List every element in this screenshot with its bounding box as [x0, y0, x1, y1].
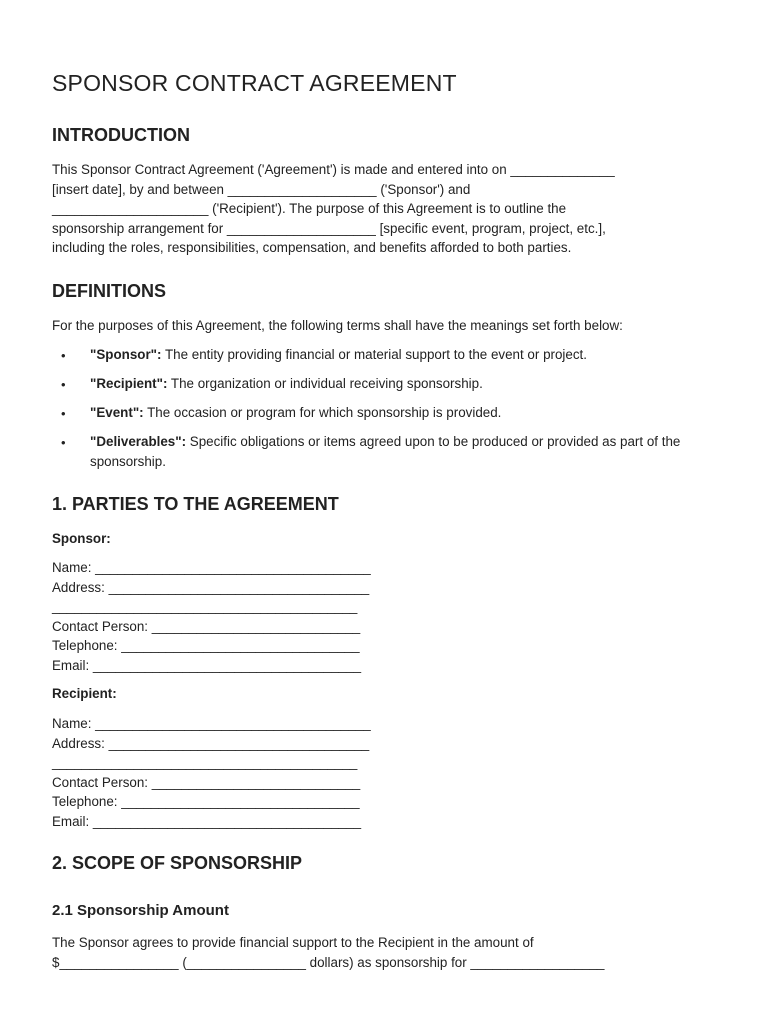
introduction-line: This Sponsor Contract Agreement ('Agreement') is made and entered into on ______________	[52, 162, 615, 177]
definition-term: "Deliverables":	[90, 434, 187, 449]
definitions-list	[52, 345, 722, 481]
sponsorship-amount-paragraph	[52, 933, 722, 972]
definition-item	[52, 432, 722, 471]
introduction-line: _____________________ ('Recipient'). The purpose of this Agreement is to outline the	[52, 201, 567, 216]
bullet-icon: •	[61, 435, 66, 450]
scope-heading: 2. SCOPE OF SPONSORSHIP	[52, 853, 303, 873]
recipient-email-field: Email: ____________________________________	[52, 813, 362, 829]
scope-line: The Sponsor agrees to provide financial support to the Recipient in the amount of	[52, 935, 534, 950]
introduction-line: including the roles, responsibilities, compensation, and benefits afforded to both parties.	[52, 240, 572, 255]
recipient-address-field: Address: ___________________________________	[52, 735, 370, 751]
sponsor-email-field: Email: ____________________________________	[52, 657, 362, 673]
sponsorship-amount-heading: 2.1 Sponsorship Amount	[52, 902, 229, 919]
recipient-label: Recipient:	[52, 686, 117, 701]
bullet-icon: •	[61, 406, 66, 421]
recipient-fields	[52, 714, 552, 831]
sponsor-address-line-2: _________________________________________	[52, 599, 358, 614]
definition-item	[52, 374, 722, 394]
definitions-intro: For the purposes of this Agreement, the following terms shall have the meanings set forth below:	[52, 318, 623, 333]
definition-term: "Recipient":	[90, 376, 168, 391]
introduction-line: sponsorship arrangement for ____________________ [specific event, program, project, etc.],	[52, 220, 606, 236]
bullet-icon: •	[61, 377, 66, 392]
sponsor-name-field: Name: _____________________________________	[52, 560, 371, 575]
definition-text: Specific obligations or items agreed upon to be produced or provided as part of the sponsorship.	[90, 434, 681, 469]
sponsor-telephone-field: Telephone: ________________________________	[52, 638, 360, 653]
recipient-contact-person-field: Contact Person: ____________________________	[52, 774, 361, 790]
sponsor-contact-person-field: Contact Person: ____________________________	[52, 618, 361, 634]
recipient-name-field: Name: _____________________________________	[52, 716, 371, 731]
definition-text: The entity providing financial or material support to the event or project.	[161, 347, 587, 362]
recipient-telephone-field: Telephone: ________________________________	[52, 794, 360, 809]
definition-item	[52, 345, 722, 365]
definitions-heading: DEFINITIONS	[52, 281, 167, 301]
bullet-icon: •	[61, 348, 66, 363]
definition-term: "Sponsor":	[90, 347, 162, 362]
introduction-heading: INTRODUCTION	[52, 125, 190, 145]
introduction-paragraph	[52, 160, 722, 258]
introduction-line: [insert date], by and between ____________________ ('Sponsor') and	[52, 181, 471, 197]
sponsor-label: Sponsor:	[52, 531, 111, 546]
scope-line: $________________ (________________ dollars) as sponsorship for __________________	[52, 954, 605, 970]
sponsor-fields	[52, 558, 552, 675]
parties-heading: 1. PARTIES TO THE AGREEMENT	[52, 494, 339, 514]
sponsor-address-field: Address: ___________________________________	[52, 579, 370, 595]
recipient-address-line-2: _________________________________________	[52, 755, 358, 770]
definition-item	[52, 403, 722, 423]
definition-text: The occasion or program for which sponsorship is provided.	[143, 405, 502, 420]
document-title: SPONSOR CONTRACT AGREEMENT	[52, 70, 457, 96]
definition-term: "Event":	[90, 405, 144, 420]
definition-text: The organization or individual receiving sponsorship.	[167, 376, 483, 391]
